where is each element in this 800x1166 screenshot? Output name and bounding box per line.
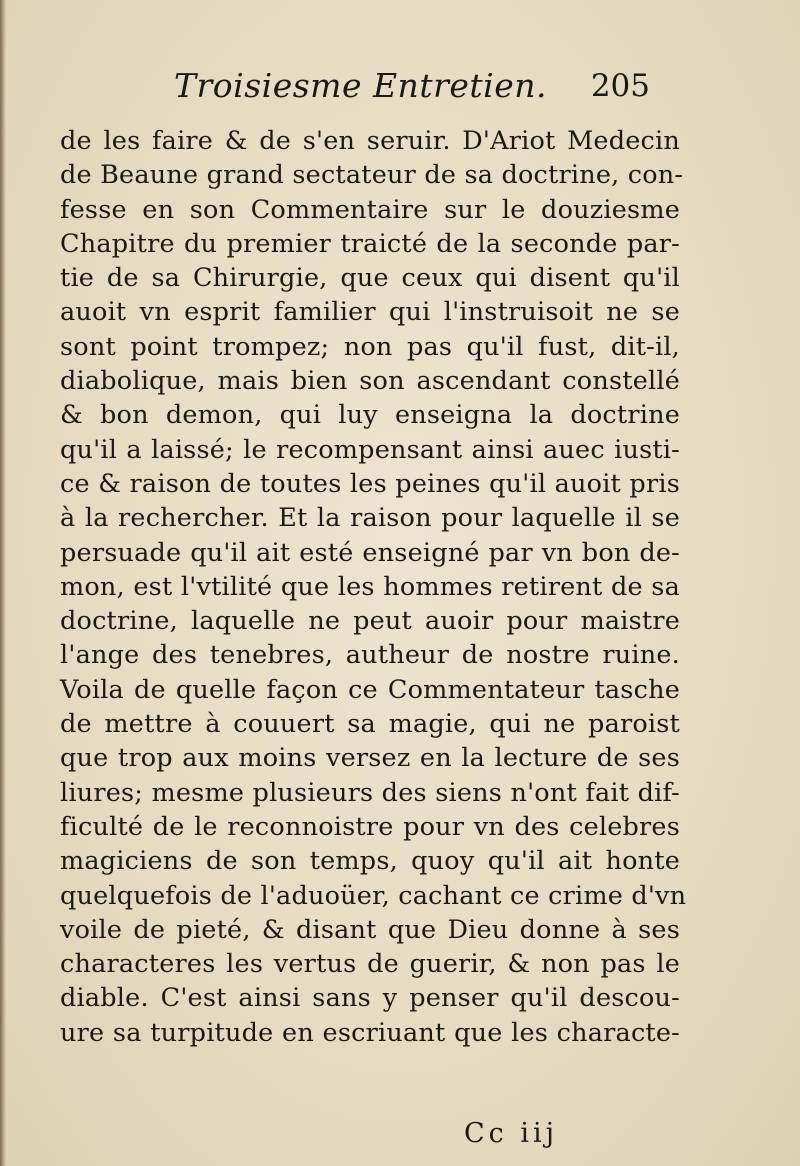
text-line: persuade qu'il ait esté enseigné par vn bon de-	[60, 537, 680, 568]
text-line: que trop aux moins versez en la lecture de ses	[60, 743, 680, 774]
text-line: magiciens de son temps, quoy qu'il ait honte	[60, 846, 680, 877]
page-header	[170, 62, 670, 118]
text-line: de mettre à couuert sa magie, qui ne paroist	[60, 709, 680, 740]
text-line: de les faire & de s'en seruir. D'Ariot Medecin	[60, 126, 680, 156]
text-line: characteres les vertus de guerir, & non pas le	[60, 949, 680, 980]
text-line: ce & raison de toutes les peines qu'il auoit pris	[60, 468, 680, 499]
text-line: fesse en son Commentaire sur le douziesme	[60, 194, 680, 225]
text-line: tie de sa Chirurgie, que ceux qui disent qu'il	[60, 263, 680, 294]
running-title: Troisiesme Entretien.	[174, 66, 547, 105]
text-line: doctrine, laquelle ne peut auoir pour maistre	[60, 606, 680, 637]
text-line: & bon demon, qui luy enseigna la doctrine	[60, 400, 680, 431]
page-binding-edge	[0, 0, 6, 1166]
page-number: 205	[590, 68, 650, 104]
text-line: ure sa turpitude en escriuant que les characte-	[60, 1017, 680, 1048]
text-line: liures; mesme plusieurs des siens n'ont fait dif-	[60, 777, 680, 808]
text-line: diabolique, mais bien son ascendant constellé	[60, 366, 680, 397]
text-line: sont point trompez; non pas qu'il fust, dit-il,	[60, 331, 680, 362]
text-line: voile de pieté, & disant que Dieu donne à ses	[60, 914, 680, 945]
text-line: l'ange des tenebres, autheur de nostre ruine.	[60, 640, 680, 671]
text-line: auoit vn esprit familier qui l'instruisoit ne se	[60, 297, 680, 328]
signature-mark: Cc iij	[464, 1118, 559, 1149]
text-line: ficulté de le reconnoistre pour vn des celebres	[60, 811, 680, 842]
text-line: quelquefois de l'aduoüer, cachant ce crime d'vn	[60, 880, 687, 911]
text-line: à la rechercher. Et la raison pour laquelle il se	[60, 503, 680, 534]
text-line: de Beaune grand sectateur de sa doctrine, con-	[60, 160, 684, 191]
text-line: Voila de quelle façon ce Commentateur tasche	[60, 674, 680, 705]
text-line: Chapitre du premier traicté de la seconde par-	[60, 228, 680, 259]
body-text	[60, 124, 687, 1050]
text-line: qu'il a laissé; le recompensant ainsi auec iusti-	[60, 434, 680, 465]
text-line: diable. C'est ainsi sans y penser qu'il descou-	[60, 983, 680, 1014]
text-line: mon, est l'vtilité que les hommes retirent de sa	[60, 571, 680, 602]
